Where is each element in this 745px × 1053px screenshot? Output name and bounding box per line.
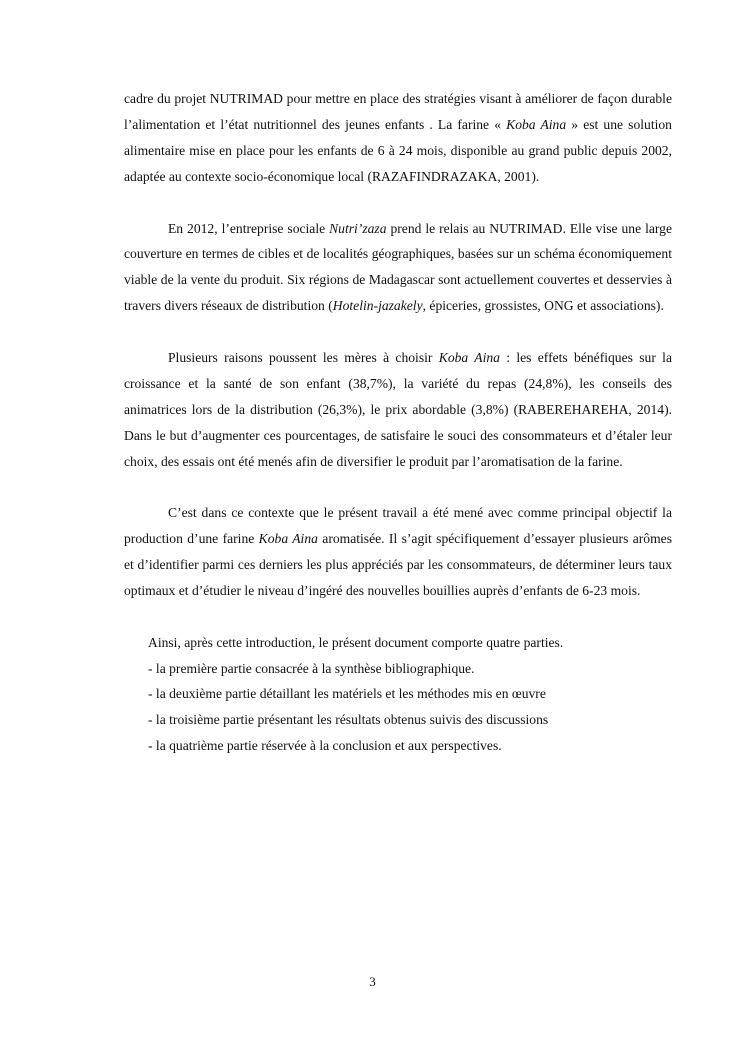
document-outline [148, 630, 672, 759]
paragraph-nutrimad-context: cadre du projet NUTRIMAD pour mettre en place des stratégies visant à améliorer de façon durable l’alimentation et l’état nutritionnel des jeunes enfants . La farine « Koba Aina » est une solution alimentaire mise en place pour les enfants de 6 à 24 mois, disponible au grand public depuis 2002, adaptée au contexte socio-économique local (RAZAFINDRAZAKA, 2001). [124, 91, 672, 184]
outline-item: - la quatrième partie réservée à la conclusion et aux perspectives. [148, 737, 502, 753]
paragraph-gap [124, 604, 672, 630]
outline-item: - la troisième partie présentant les résultats obtenus suivis des discussions [148, 712, 549, 728]
document-body [124, 86, 672, 758]
page-number: 3 [369, 974, 376, 989]
outline-item: - la deuxième partie détaillant les matériels et les méthodes mis en œuvre [148, 686, 546, 702]
paragraph-reasons: Plusieurs raisons poussent les mères à choisir Koba Aina : les effets bénéfiques sur la croissance et la santé de son enfant (38,7%), la variété du repas (24,8%), les conseils des animatrices lors de la distribution (26,3%), le prix abordable (3,8%) (RABEREHAREHA, 2014). Dans le but d’augmenter ces pourcentages, de satisfaire le souci des consommateurs et d’étaler leur choix, des essais ont été menés afin de diversifier le produit par l’aromatisation de la farine. [124, 350, 672, 469]
paragraph-gap [124, 319, 672, 345]
outline-intro: Ainsi, après cette introduction, le présent document comporte quatre parties. [148, 634, 564, 650]
paragraph-gap [124, 475, 672, 501]
paragraph-gap [124, 190, 672, 216]
paragraph-nutrizaza: En 2012, l’entreprise sociale Nutri’zaza prend le relais au NUTRIMAD. Elle vise une large couverture en termes de cibles et de localités géographiques, basées sur un schéma économiquement viable de la vente du produit. Six régions de Madagascar sont actuellement couvertes et desservies à travers divers réseaux de distribution (Hotelin-jazakely, épiceries, grossistes, ONG et associations). [124, 220, 672, 314]
paragraph-objective: C’est dans ce contexte que le présent travail a été mené avec comme principal objectif la production d’une farine Koba Aina aromatisée. Il s’agit spécifiquement d’essayer plusieurs arômes et d’identifier parmi ces derniers les plus appréciés par les consommateurs, de déterminer leurs taux optimaux et d’étudier le niveau d’ingéré des nouvelles bouillies auprès d’enfants de 6-23 mois. [124, 505, 672, 599]
outline-item: - la première partie consacrée à la synthèse bibliographique. [148, 660, 475, 676]
